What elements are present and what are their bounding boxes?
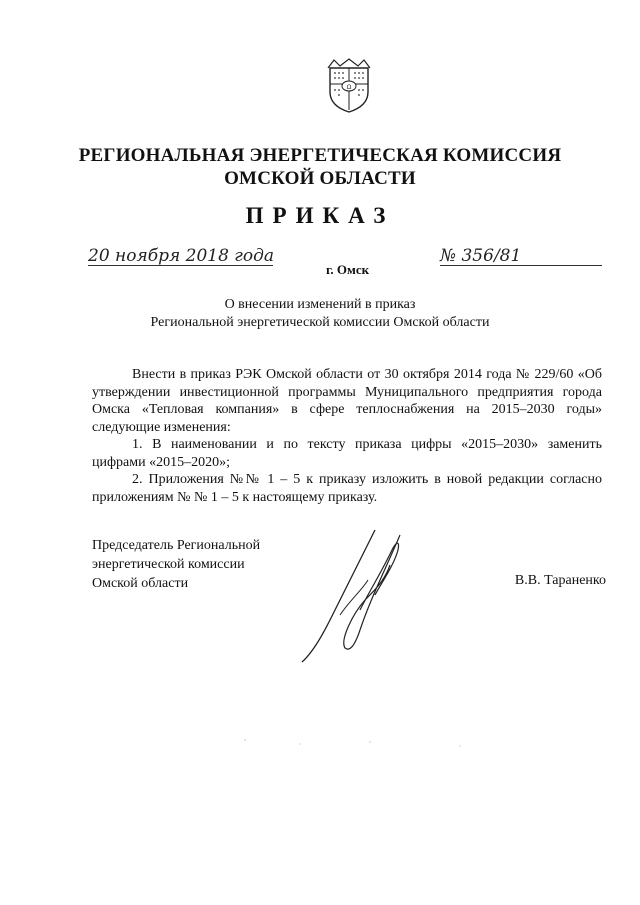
number-underline	[440, 265, 602, 266]
body-intro-paragraph: Внести в приказ РЭК Омской области от 30 октября 2014 года № 229/60 «Об утверждении инвестиционной программы Муниципального предприятия города Омска «Тепловая компания» в сфере теплоснабжения на 2015–2030 годы» следующие изменения:	[92, 367, 602, 435]
omsk-coat-of-arms-emblem	[326, 58, 372, 114]
subject-line2: Региональной энергетической комиссии Омской области	[150, 315, 490, 330]
position-line2: энергетической комиссии	[92, 557, 245, 572]
order-body	[92, 366, 602, 506]
handwritten-signature	[290, 520, 420, 670]
body-item-1: 1. В наименовании и по тексту приказа цифры «2015–2030» заменить цифрами «2015–2020»;	[92, 437, 602, 470]
signatory-name: В.В. Тараненко	[514, 573, 606, 588]
body-item-2: 2. Приложения №№ 1 – 5 к приказу изложить в новой редакции согласно приложениям № № 1 – 5 к настоящему приказу.	[92, 472, 602, 505]
signatory-position	[92, 536, 260, 593]
handwritten-order-number: № 356/81	[440, 246, 522, 266]
date-underline	[88, 265, 273, 266]
svg-text:Ω: Ω	[346, 84, 352, 91]
scan-artifact-dots	[240, 734, 470, 754]
position-line3: Омской области	[92, 576, 189, 591]
position-line1: Председатель Региональной	[92, 538, 261, 553]
handwritten-date: 20 ноября 2018 года	[88, 246, 275, 266]
document-type-title: ПРИКАЗ	[245, 203, 395, 228]
organization-name-line2: ОМСКОЙ ОБЛАСТИ	[224, 168, 416, 189]
city-label: г. Омск	[326, 262, 370, 277]
subject-line1: О внесении изменений в приказ	[224, 297, 416, 312]
organization-name-line1: РЕГИОНАЛЬНАЯ ЭНЕРГЕТИЧЕСКАЯ КОМИССИЯ	[78, 145, 562, 166]
